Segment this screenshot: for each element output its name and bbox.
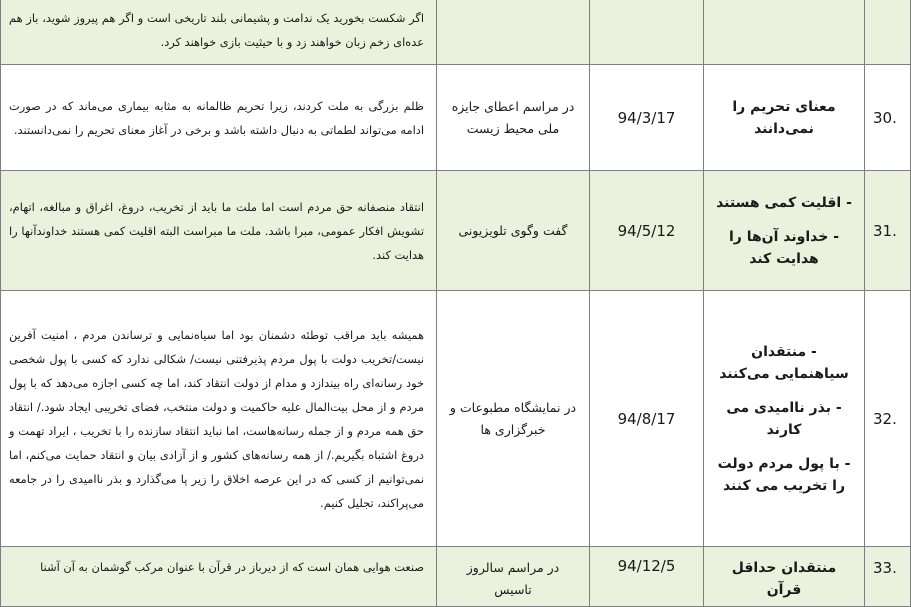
row-number: 32. <box>865 291 911 547</box>
table-row <box>1 171 911 291</box>
row-date: 94/5/12 <box>590 171 704 291</box>
row-title <box>704 171 865 291</box>
row-event: در مراسم سالروز تاسیس <box>437 547 590 607</box>
row-event: در نمایشگاه مطبوعات و خبرگزاری ها <box>437 291 590 547</box>
row-quote: انتقاد منصفانه حق مردم است اما ملت ما باید از تخریب، دروغ، اغراق و مبالغه، اتهام، تشویش افکار عمومی، مبرا باشد. ملت ما مبراست البته اقلیت کمی هستند خداوندآنها را هدایت کند. <box>1 171 437 291</box>
row-event: گفت وگوی تلویزیونی <box>437 171 590 291</box>
row-quote: ظلم بزرگی به ملت کردند، زیرا تحریم ظالمانه به مثابه بیماری می‌ماند که در صورت ادامه می‌تواند لطماتی به دنبال داشته باشد و برخی در آغاز معنای تحریم را نمی‌دانستند. <box>1 65 437 171</box>
row-number <box>865 0 911 65</box>
title-line: - منتقدان سیاهنمایی می‌کنند <box>719 343 849 382</box>
title-line: معنای تحریم را نمی‌دانند <box>732 98 836 137</box>
title-line: - با پول مردم دولت را تخریب می کنند <box>717 455 851 494</box>
title-line: منتقدان حداقل قرآن <box>731 560 837 598</box>
row-event: در مراسم اعطای جایزه ملی محیط زیست <box>437 65 590 171</box>
row-title <box>704 0 865 65</box>
row-quote: صنعت هوایی همان است که از دیرباز در قرآن با عنوان مرکب گوشمان به آن آشنا <box>1 547 437 607</box>
row-date: 94/8/17 <box>590 291 704 547</box>
row-date <box>590 0 704 65</box>
table-row <box>1 65 911 171</box>
row-number: 33. <box>865 547 911 607</box>
table-row <box>1 291 911 547</box>
table-row <box>1 0 911 65</box>
row-date: 94/3/17 <box>590 65 704 171</box>
row-quote: اگر شکست بخورید یک ندامت و پشیمانی بلند تاریخی است و اگر هم پیروز شوید، باز هم عده‌ای زخم زبان خواهند زد و با حیثیت بازی خواهند کرد. <box>1 0 437 65</box>
row-title <box>704 547 865 607</box>
row-date: 94/12/5 <box>590 547 704 607</box>
title-line: - بذر ناامیدی می کارند <box>726 399 842 438</box>
row-number: 30. <box>865 65 911 171</box>
row-title <box>704 65 865 171</box>
title-line: - خداوند آن‌ها را هدایت کند <box>728 228 840 267</box>
row-event <box>437 0 590 65</box>
row-quote: همیشه باید مراقب توطئه دشمنان بود اما سیاه‌نمایی و ترساندن مردم ، امنیت آفرین نیست/تخریب دولت با پول مردم پذیرفتنی نیست/ شکالی ندارد که کسی با پول شخصی خود رسانه‌ای راه بیندازد و مدام از دولت انتقاد کند، اما چه کسی اجازه می‌دهد که با پول مردم و از محل بیت‌المال علیه حاکمیت و دولت منتخب، فضای تخریبی ایجاد شود./ انتقاد حق همه مردم و از جمله رسانه‌هاست، اما نباید انتقاد سازنده را با تخریب ، ایراد تهمت و دروغ اشتباه بگیریم./ از همه رسانه‌های کشور و از آزادی بیان و انتقاد حمایت می‌کنم، اما نمی‌توانیم از کسی که در این عرصه اخلاق را زیر پا می‌گذارد و بذر ناامیدی را در جامعه می‌پراکند، تجلیل کنیم. <box>1 291 437 547</box>
table-row <box>1 547 911 607</box>
row-number: 31. <box>865 171 911 291</box>
row-title <box>704 291 865 547</box>
title-line: - اقلیت کمی هستند <box>716 194 852 211</box>
